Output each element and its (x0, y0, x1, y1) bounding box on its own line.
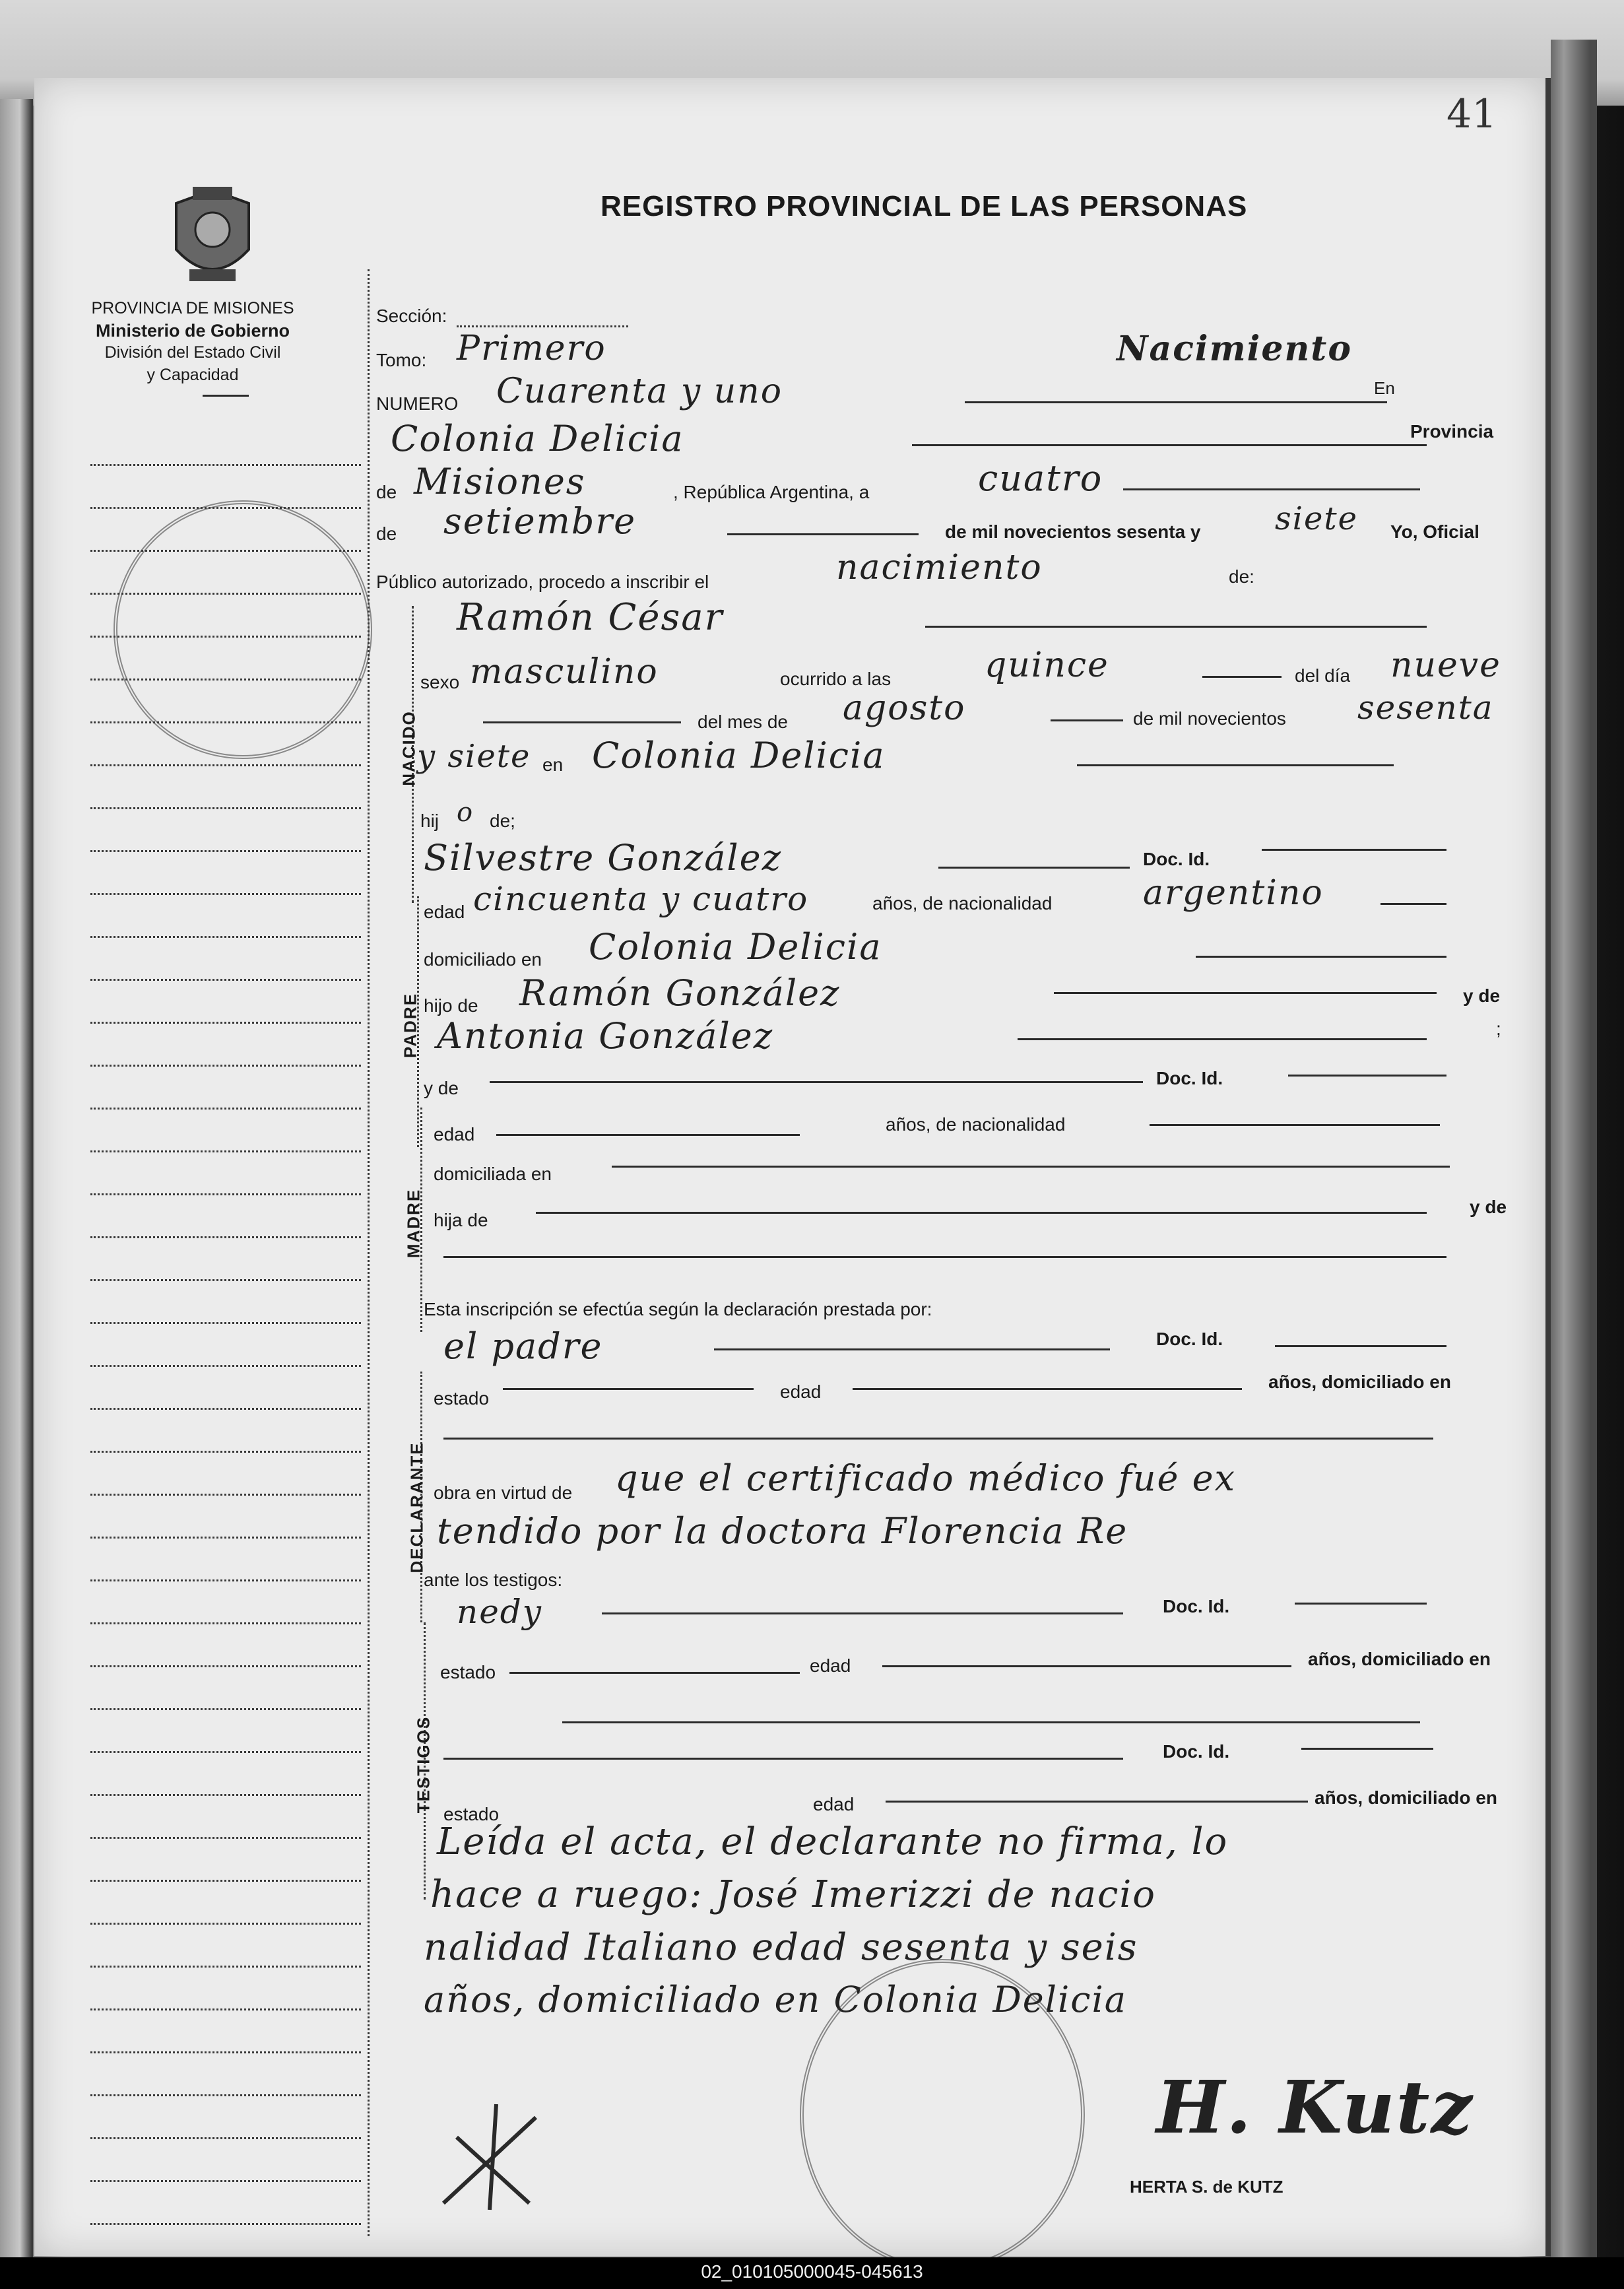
cross-mark-icon (417, 2078, 562, 2223)
coat-of-arms-seal-icon (163, 183, 262, 289)
anos-dom-testigo-label: años, domiciliado en (1308, 1649, 1491, 1669)
mes-rule (727, 533, 919, 535)
edad-padre-label: edad (424, 902, 465, 922)
en-label: En (1374, 378, 1395, 398)
tomo-value: Primero (457, 329, 606, 368)
lugar-value: Colonia Delicia (391, 418, 684, 459)
hij-label: hij (420, 811, 439, 831)
official-name-stamp: HERTA S. de KUTZ (1130, 2177, 1283, 2197)
register-title: REGISTRO PROVINCIAL DE LAS PERSONAS (601, 190, 1248, 222)
ocurrido-label: ocurrido a las (780, 669, 892, 689)
de-mil-label: de mil novecientos sesenta y (945, 521, 1201, 542)
nota-line-2: hace a ruego: José Imerizzi de nacio (430, 1873, 1156, 1916)
hija-de-label: hija de (434, 1210, 488, 1230)
estado-declarante-rule (503, 1388, 754, 1390)
nacido-label: NACIDO (399, 710, 419, 786)
doc-id-madre-label: Doc. Id. (1156, 1068, 1223, 1088)
estado-testigo-2-label: estado (443, 1804, 500, 1824)
estado-testigo-label: estado (440, 1662, 496, 1682)
madre-label: MADRE (403, 1188, 424, 1259)
doc-id-testigo-2-label: Doc. Id. (1163, 1741, 1230, 1762)
testigo-value: nedy (457, 1593, 543, 1631)
anos-dom-declarante-label: años, domiciliado en (1268, 1372, 1451, 1392)
doc-id-madre-rule (1288, 1075, 1446, 1077)
anos-nac-madre-label: años, de nacionalidad (886, 1114, 1066, 1135)
nac-padre-rule (1380, 903, 1446, 905)
anio-nac-value: sesenta (1357, 688, 1494, 727)
republica-label: , República Argentina, a (673, 482, 870, 502)
capacity-heading: y Capacidad (146, 366, 239, 384)
heading-rule (203, 395, 249, 397)
ministry-heading: Ministerio de Gobierno (95, 321, 290, 341)
dom-testigo-rule (562, 1721, 1420, 1723)
lugar-nac-rule (1077, 764, 1394, 766)
right-paper-edge (1551, 40, 1597, 2257)
anio-nac-2-value: y siete (417, 738, 531, 775)
nota-line-1: Leída el acta, el declarante no firma, lo (437, 1820, 1229, 1863)
yo-oficial-label: Yo, Oficial (1390, 521, 1479, 542)
edad-madre-label: edad (434, 1124, 475, 1144)
acto-value: nacimiento (836, 548, 1043, 587)
numero-label: NUMERO (376, 393, 459, 414)
numero-value: Cuarenta y uno (496, 372, 783, 411)
domiciliada-label: domiciliada en (434, 1164, 552, 1184)
padre-rule (938, 867, 1130, 869)
madre-rule (490, 1081, 1143, 1083)
en-2-label: en (542, 754, 564, 775)
edad-declarante-rule (853, 1388, 1242, 1390)
testigo-2-rule (443, 1758, 1123, 1760)
abuelo-value: Ramón González (519, 972, 841, 1014)
doc-id-padre-rule (1262, 849, 1446, 851)
estado-declarante-label: estado (434, 1388, 490, 1409)
publico-label: Público autorizado, procedo a inscribir el (376, 572, 709, 592)
de-colon-label: de: (1229, 566, 1254, 587)
anio-value: siete (1275, 500, 1359, 537)
de-label: de (376, 482, 397, 502)
hora-value: quince (985, 646, 1109, 685)
domiciliada-rule (612, 1166, 1450, 1168)
mes-value: setiembre (443, 500, 637, 542)
dia-value: cuatro (978, 457, 1103, 499)
edad-testigo-2-label: edad (813, 1794, 855, 1814)
declarante-value: el padre (443, 1325, 603, 1367)
semicolon-label: ; (1496, 1018, 1501, 1039)
ante-testigos-label: ante los testigos: (424, 1570, 563, 1590)
doc-id-padre-label: Doc. Id. (1143, 849, 1210, 869)
del-mes-label: del mes de (698, 712, 788, 732)
padre-label: PADRE (400, 992, 420, 1059)
domiciliado-label: domiciliado en (424, 949, 542, 970)
nac-padre-value: argentino (1143, 873, 1324, 913)
hija-de-rule (536, 1212, 1427, 1214)
padre-value: Silvestre González (424, 837, 783, 879)
blank-rule (483, 721, 681, 723)
main-divider (368, 269, 370, 2236)
de-semicolon-label: de; (490, 811, 515, 831)
y-de-label: y de (1463, 985, 1501, 1006)
declarante-label: DECLARANTE (406, 1442, 427, 1574)
edad-testigo-2-rule (886, 1801, 1308, 1803)
doc-id-testigo-rule (1295, 1603, 1427, 1605)
nota-line-3: nalidad Italiano edad sesenta y seis (424, 1926, 1138, 1969)
doc-id-testigo-label: Doc. Id. (1163, 1596, 1230, 1616)
sexo-value: masculino (470, 652, 659, 692)
dom-padre-value: Colonia Delicia (589, 926, 882, 968)
y-de-2-label: y de (424, 1078, 459, 1098)
nombre-rule (925, 626, 1427, 628)
lugar-rule (912, 444, 1427, 446)
page-number: 41 (1446, 91, 1497, 137)
overwrite-value: Nacimiento (1117, 329, 1353, 369)
declarante-rule (714, 1348, 1110, 1350)
edad-declarante-label: edad (780, 1381, 822, 1402)
obra-value-2: tendido por la doctora Florencia Re (437, 1510, 1128, 1552)
division-heading: División del Estado Civil (104, 343, 281, 362)
doc-id-declarante-rule (1275, 1345, 1446, 1347)
edad-madre-rule (496, 1134, 800, 1136)
madre-extra-rule (443, 1256, 1446, 1258)
doc-id-testigo-2-rule (1301, 1748, 1433, 1750)
margin-stamp (114, 500, 372, 759)
edad-testigo-rule (882, 1665, 1291, 1667)
abuela-rule (1018, 1038, 1427, 1040)
hijo-de-label: hijo de (424, 995, 478, 1016)
obra-value-1: que el certificado médico fué ex (615, 1457, 1236, 1499)
de-label-2: de (376, 523, 397, 544)
left-page-edge (0, 99, 33, 2257)
hijo-sufijo-value: o (457, 797, 474, 828)
nac-madre-rule (1150, 1124, 1440, 1126)
lugar-nac-value: Colonia Delicia (592, 735, 886, 776)
dia-rule (1123, 488, 1420, 490)
nombre-value: Ramón César (457, 596, 724, 639)
abuela-value: Antonia González (437, 1015, 774, 1057)
official-stamp (800, 1959, 1085, 2271)
mes-nac-rule (1051, 719, 1123, 721)
tomo-label: Tomo: (376, 350, 427, 370)
del-dia-label: del día (1295, 665, 1351, 686)
numero-rule (965, 401, 1387, 403)
document-id: 02_010105000045-045613 (701, 2261, 923, 2282)
province-heading: PROVINCIA DE MISIONES (91, 299, 294, 317)
dom-padre-rule (1196, 956, 1446, 958)
seccion-line (457, 325, 628, 327)
estado-testigo-rule (509, 1672, 800, 1674)
provincia-value: Misiones (414, 461, 586, 502)
official-signature: H. Kutz (1156, 2065, 1474, 2150)
dom-declarante-rule (443, 1438, 1433, 1440)
provincia-label: Provincia (1410, 421, 1494, 442)
nota-line-4: años, domiciliado en Colonia Delicia (424, 1979, 1127, 2020)
anos-dom-testigo-2-label: años, domiciliado en (1315, 1787, 1497, 1808)
sexo-label: sexo (420, 672, 460, 692)
register-page (34, 78, 1551, 2256)
anos-nac-padre-label: años, de nacionalidad (872, 893, 1053, 913)
obra-label: obra en virtud de (434, 1482, 573, 1503)
dia-nac-value: nueve (1390, 646, 1501, 685)
mes-nac-value: agosto (843, 688, 966, 728)
seccion-label: Sección: (376, 306, 447, 326)
edad-testigo-label: edad (810, 1655, 851, 1676)
y-de-3-label: y de (1470, 1197, 1507, 1217)
doc-id-declarante-label: Doc. Id. (1156, 1329, 1223, 1349)
esta-inscripcion-label: Esta inscripción se efectúa según la declaración prestada por: (424, 1299, 932, 1319)
testigos-label: TESTIGOS (413, 1715, 434, 1814)
testigo-rule (602, 1612, 1123, 1614)
hora-rule (1202, 676, 1282, 678)
abuelo-rule (1054, 992, 1437, 994)
de-mil-2-label: de mil novecientos (1133, 708, 1286, 729)
edad-padre-value: cincuenta y cuatro (473, 880, 809, 918)
